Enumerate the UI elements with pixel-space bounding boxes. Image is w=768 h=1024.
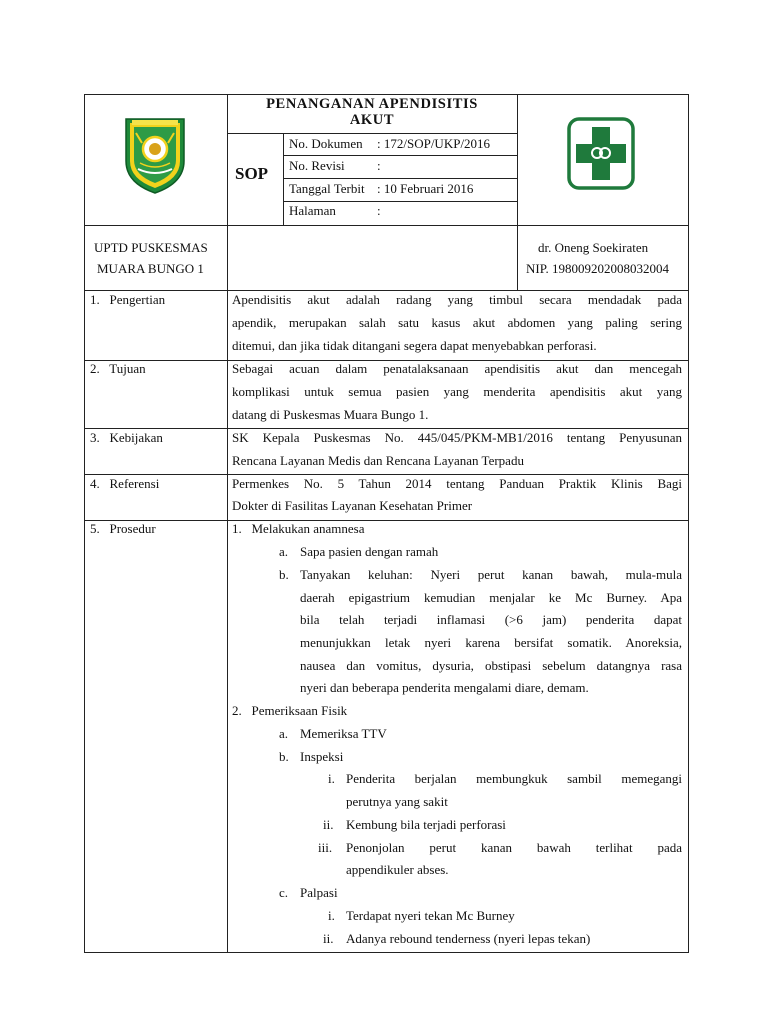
section-label-prosedur: 5. Prosedur	[90, 521, 156, 536]
puskesmas-logo-icon	[567, 117, 635, 190]
marker: a.	[279, 544, 289, 559]
marker: a.	[279, 726, 289, 741]
step-2c-ii: Adanya rebound tenderness (nyeri lepas tekan)	[346, 931, 591, 946]
step-2b: Inspeksi	[300, 749, 344, 764]
meta-value-page: :	[377, 203, 381, 218]
meta-label-date: Tanggal Terbit	[289, 181, 365, 196]
step-1b-line: menunjukkan letak nyeri karena bersifat somatik. Anoreksia,	[300, 635, 682, 650]
marker: iii.	[318, 840, 333, 855]
step-2c-i: Terdapat nyeri tekan Mc Burney	[346, 908, 515, 923]
step-1b-line: Tanyakan keluhan: Nyeri perut kanan bawah, mula-mula	[300, 567, 682, 582]
meta-value-doc: : 172/SOP/UKP/2016	[377, 136, 491, 151]
marker: i.	[328, 771, 335, 786]
section-label-kebijakan: 3. Kebijakan	[90, 430, 163, 445]
step-2: 2. Pemeriksaan Fisik	[232, 703, 348, 718]
section-label-pengertian: 1. Pengertian	[90, 292, 166, 307]
section-label-referensi: 4. Referensi	[90, 476, 160, 491]
step-2b-i-cont: perutnya yang sakit	[346, 794, 448, 809]
section-label-tujuan: 2. Tujuan	[90, 361, 146, 376]
step-2b-iii: Penonjolan perut kanan bawah terlihat pada	[346, 840, 682, 855]
marker: ii.	[323, 931, 334, 946]
step-1b-line: daerah epigastrium kemudian menjalar ke Mc Burney. Apa	[300, 590, 682, 605]
step-1b-line: nausea dan vomitus, dysuria, obstipasi sebelum datangnya rasa	[300, 658, 682, 673]
sop-label: SOP	[235, 164, 269, 183]
step-2b-ii: Kembung bila terjadi perforasi	[346, 817, 506, 832]
step-1: 1. Melakukan anamnesa	[232, 521, 365, 536]
meta-value-rev: :	[377, 158, 381, 173]
org-name: UPTD PUSKESMAS MUARA BUNGO 1	[94, 240, 208, 276]
marker: b.	[279, 567, 289, 582]
step-1a: Sapa pasien dengan ramah	[300, 544, 439, 559]
step-2b-i: Penderita berjalan membungkuk sambil memegangi	[346, 771, 682, 786]
signer-block: dr. Oneng Soekiraten NIP. 198009202008032004	[526, 240, 670, 276]
meta-label-rev: No. Revisi	[289, 158, 345, 173]
meta-value-date: : 10 Februari 2016	[377, 181, 474, 196]
step-2a: Memeriksa TTV	[300, 726, 387, 741]
step-1b-line: bila telah terjadi inflamasi (>6 jam) penderita dapat	[300, 612, 682, 627]
marker: b.	[279, 749, 289, 764]
regency-emblem-icon	[120, 113, 190, 195]
step-2c: Palpasi	[300, 885, 338, 900]
marker: c.	[279, 885, 289, 900]
meta-label-doc: No. Dokumen	[289, 136, 363, 151]
step-1b-line: nyeri dan beberapa penderita mengalami diare, demam.	[300, 680, 589, 695]
marker: ii.	[323, 817, 334, 832]
meta-label-page: Halaman	[289, 203, 336, 218]
marker: i.	[328, 908, 335, 923]
step-2b-iii-cont: appendikuler abses.	[346, 862, 449, 877]
document-title: PENANGANAN APENDISITIS AKUT	[266, 96, 478, 128]
